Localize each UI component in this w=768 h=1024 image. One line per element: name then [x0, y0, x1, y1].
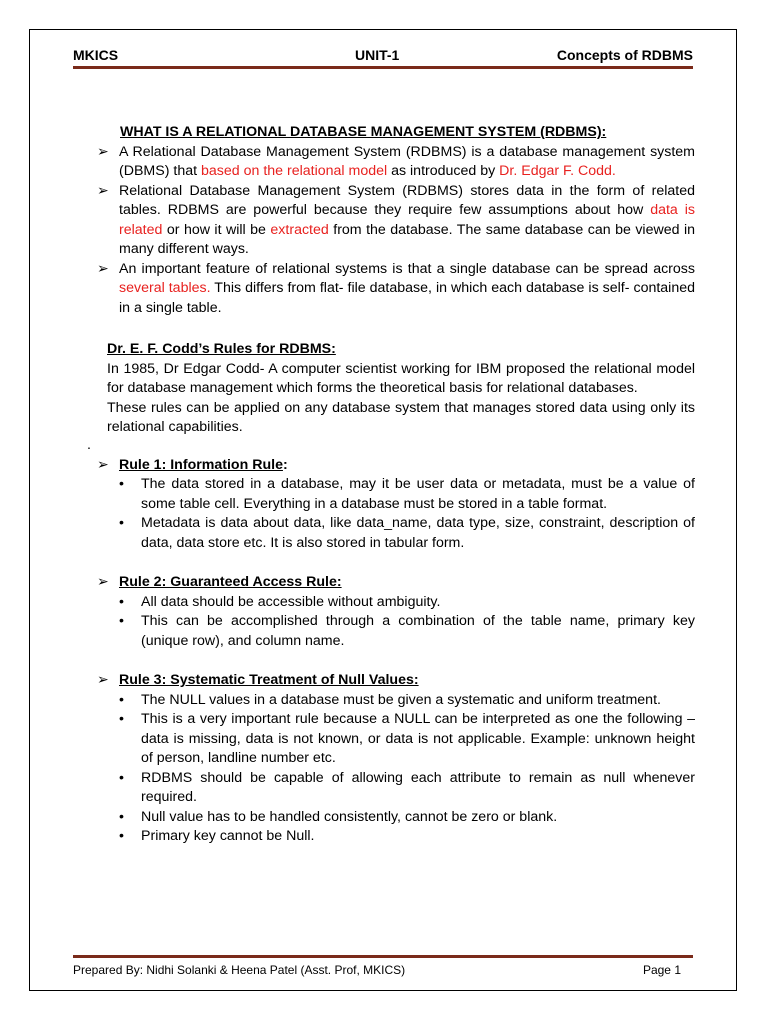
bullet-icon: •	[119, 808, 124, 825]
footer-rule	[73, 955, 693, 958]
highlight-text: data is related	[119, 202, 695, 238]
rule-1-title: Rule 1: Information Rule	[119, 456, 283, 473]
rule-1-suffix: :	[282, 456, 288, 473]
list-item	[119, 769, 695, 808]
bullet-icon: •	[119, 593, 124, 610]
page-content	[87, 123, 695, 847]
list-item-text: The data stored in a database, may it be user data or metadata, must be a value of some table cell. Everything in a database must be stored in a table format.	[141, 476, 695, 512]
intro-text: An important feature of relational systems is that a single database can be spread across	[119, 260, 695, 277]
list-item	[119, 593, 695, 613]
list-item-text: RDBMS should be capable of allowing each attribute to remain as null whenever required.	[141, 769, 695, 805]
rule-3-list	[97, 691, 695, 847]
header-left: MKICS	[73, 47, 119, 63]
list-item	[119, 612, 695, 651]
header-rule	[73, 66, 693, 69]
intro-text: Relational Database Management System (RDBMS) stores data in the form of related tables. RDBMS are powerful because they require few assumptions about how	[119, 182, 695, 218]
rule-2-list	[97, 593, 695, 652]
list-item	[119, 808, 695, 828]
list-item-text: This can be accomplished through a combination of the table name, primary key (unique row), and column name.	[141, 613, 695, 649]
bullet-icon: •	[119, 769, 124, 786]
intro-item	[97, 182, 695, 260]
rule-2-heading	[97, 573, 695, 593]
rule-1-heading	[97, 456, 695, 476]
rule-1-list	[97, 475, 695, 553]
codd-rules-title: Dr. E. F. Codd’s Rules for RDBMS:	[107, 341, 336, 357]
page-header	[73, 45, 693, 65]
rule-3-heading	[97, 671, 695, 691]
list-item-text: This is a very important rule because a NULL can be interpreted as one the following – data is missing, data is not known, or data is not applicable. Example: unknown height of person, landline number etc.	[141, 711, 695, 766]
arrow-bullet-icon: ➢	[97, 574, 109, 590]
bullet-icon: •	[119, 828, 124, 844]
codd-paragraph-2: These rules can be applied on any database system that manages stored data using only its relational capabilities.	[107, 399, 695, 435]
list-item-text: The NULL values in a database must be given a systematic and uniform treatment.	[141, 691, 661, 708]
intro-item	[97, 260, 695, 319]
bullet-icon: •	[119, 613, 124, 629]
highlight-text: extracted	[270, 221, 329, 238]
section-title-rdbms: WHAT IS A RELATIONAL DATABASE MANAGEMENT SYSTEM (RDBMS):	[120, 124, 607, 140]
intro-text: from the database. The same database can be viewed in many different ways.	[119, 221, 695, 257]
list-item-text: Metadata is data about data, like data_name, data type, size, constraint, description of data, data store etc. It is also stored in tabular form.	[141, 515, 695, 551]
intro-item	[97, 143, 695, 182]
bullet-icon: •	[119, 515, 124, 531]
bullet-icon: •	[119, 691, 124, 708]
highlight-text: based on the relational model	[201, 163, 388, 179]
list-item	[119, 827, 695, 847]
list-item-text: Primary key cannot be Null.	[141, 828, 315, 844]
bullet-icon: •	[119, 476, 124, 492]
page-footer	[73, 963, 681, 977]
intro-text: This differs from flat- file database, in which each database is self- contained in a single table.	[119, 280, 695, 316]
highlight-text: Dr. Edgar F. Codd.	[499, 163, 616, 179]
arrow-bullet-icon: ➢	[97, 143, 109, 160]
codd-paragraph-1: In 1985, Dr Edgar Codd- A computer scientist working for IBM proposed the relational model for database management which forms the theoretical basis for relational databases.	[107, 360, 695, 396]
arrow-bullet-icon: ➢	[97, 456, 109, 473]
list-item	[119, 691, 695, 711]
rule-2-title: Rule 2: Guaranteed Access Rule:	[119, 574, 342, 590]
header-right: Concepts of RDBMS	[556, 47, 693, 63]
list-item	[119, 514, 695, 553]
list-item-text: Null value has to be handled consistently, cannot be zero or blank.	[141, 808, 558, 825]
arrow-bullet-icon: ➢	[97, 672, 109, 688]
intro-list	[97, 143, 695, 319]
arrow-bullet-icon: ➢	[97, 260, 109, 277]
list-item	[119, 710, 695, 769]
arrow-bullet-icon: ➢	[97, 182, 109, 199]
intro-text: A Relational Database Management System (RDBMS) is a database management system (DBMS) that	[119, 143, 695, 179]
list-item	[119, 475, 695, 514]
highlight-text: several tables.	[119, 280, 211, 296]
footer-author: Prepared By: Nidhi Solanki & Heena Patel (Asst. Prof, MKICS)	[73, 963, 406, 977]
intro-text: or how it will be	[162, 221, 271, 238]
rule-3-title: Rule 3: Systematic Treatment of Null Values:	[119, 672, 419, 688]
header-center: UNIT-1	[355, 47, 400, 63]
stray-dot: .	[87, 436, 91, 453]
intro-text: as introduced by	[387, 163, 500, 179]
page-number: Page 1	[642, 963, 681, 977]
list-item-text: All data should be accessible without ambiguity.	[141, 593, 441, 610]
bullet-icon: •	[119, 711, 124, 727]
